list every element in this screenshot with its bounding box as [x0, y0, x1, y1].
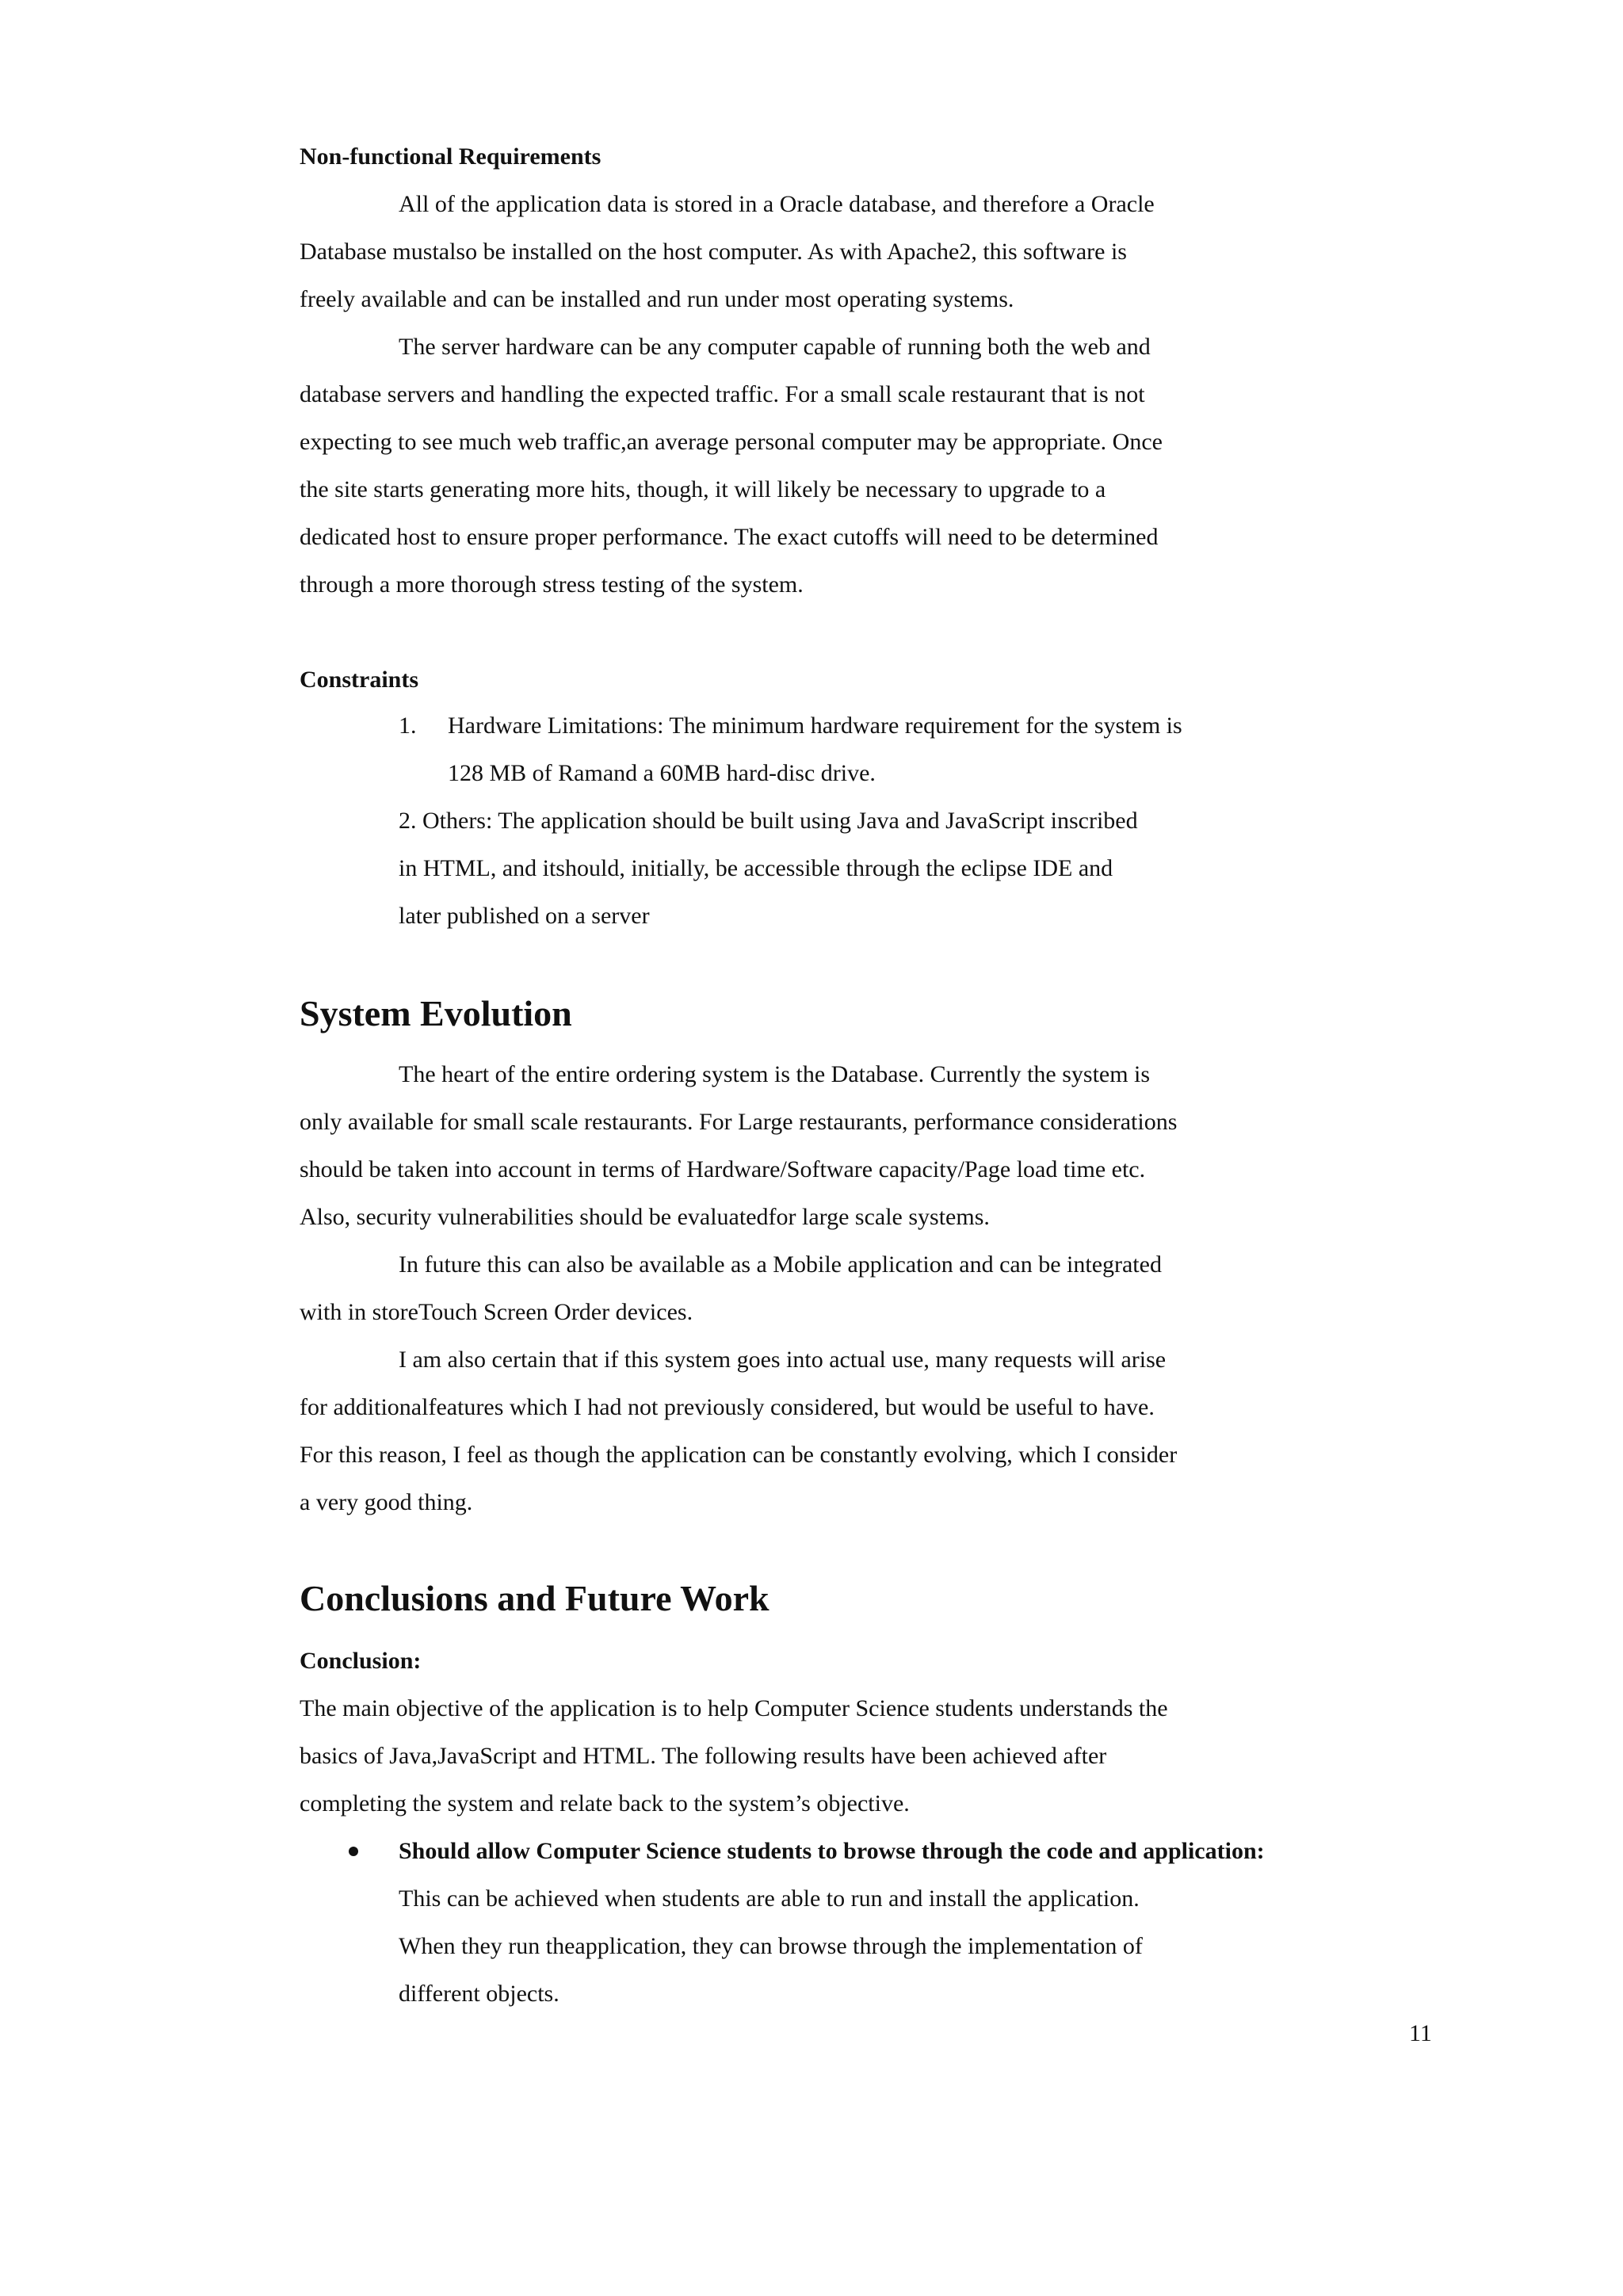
paragraph-line: All of the application data is stored in a Oracle database, and therefore a Oracle: [399, 191, 1155, 217]
paragraph-line: The server hardware can be any computer capable of running both the web and: [399, 334, 1151, 360]
list-item-line: in HTML, and itshould, initially, be accessible through the eclipse IDE and: [399, 855, 1113, 881]
bullet-line: When they run theapplication, they can browse through the implementation of: [399, 1933, 1143, 1959]
paragraph-line: completing the system and relate back to the system’s objective.: [300, 1790, 910, 1817]
section-title-conclusions: Conclusions and Future Work: [300, 1578, 769, 1618]
paragraph-line: through a more thorough stress testing of the system.: [300, 571, 804, 598]
paragraph-line: database servers and handling the expected traffic. For a small scale restaurant that is not: [300, 381, 1145, 407]
section-heading-nonfunctional: Non-functional Requirements: [300, 143, 601, 170]
bullet-line: This can be achieved when students are able to run and install the application.: [399, 1885, 1140, 1912]
paragraph-line: In future this can also be available as a Mobile application and can be integrated: [399, 1251, 1162, 1278]
paragraph-line: Also, security vulnerabilities should be evaluatedfor large scale systems.: [300, 1204, 990, 1230]
list-item-number: 1.: [399, 712, 417, 739]
bullet-title: Should allow Computer Science students to browse through the code and application:: [399, 1838, 1265, 1864]
paragraph-line: The heart of the entire ordering system is the Database. Currently the system is: [399, 1061, 1151, 1087]
paragraph-line: The main objective of the application is to help Computer Science students understands the: [300, 1695, 1168, 1721]
list-item-line: Hardware Limitations: The minimum hardware requirement for the system is: [448, 712, 1182, 739]
paragraph-line: For this reason, I feel as though the application can be constantly evolving, which I consider: [300, 1442, 1178, 1468]
page-number: 11: [1409, 2020, 1432, 2046]
bullet-icon: [349, 1847, 358, 1856]
paragraph-line: the site starts generating more hits, though, it will likely be necessary to upgrade to a: [300, 476, 1106, 502]
bullet-line: different objects.: [399, 1981, 559, 2007]
paragraph-line: I am also certain that if this system goes into actual use, many requests will arise: [399, 1347, 1167, 1373]
list-item-line: 128 MB of Ramand a 60MB hard-disc drive.: [448, 760, 876, 786]
section-title-system-evolution: System Evolution: [300, 993, 572, 1033]
section-heading-constraints: Constraints: [300, 667, 419, 693]
paragraph-line: basics of Java,JavaScript and HTML. The following results have been achieved after: [300, 1743, 1107, 1769]
paragraph-line: a very good thing.: [300, 1489, 473, 1515]
paragraph-line: freely available and can be installed and run under most operating systems.: [300, 286, 1014, 312]
list-item-line: 2. Others: The application should be built using Java and JavaScript inscribed: [399, 808, 1138, 834]
paragraph-line: dedicated host to ensure proper performance. The exact cutoffs will need to be determined: [300, 524, 1159, 550]
paragraph-line: for additionalfeatures which I had not previously considered, but would be useful to have.: [300, 1394, 1155, 1420]
paragraph-line: only available for small scale restaurants. For Large restaurants, performance considerations: [300, 1109, 1178, 1135]
paragraph-line: expecting to see much web traffic,an average personal computer may be appropriate. Once: [300, 429, 1163, 455]
subsection-heading-conclusion: Conclusion:: [300, 1648, 422, 1674]
paragraph-line: should be taken into account in terms of Hardware/Software capacity/Page load time etc.: [300, 1156, 1146, 1182]
paragraph-line: with in storeTouch Screen Order devices.: [300, 1299, 693, 1325]
list-item-line: later published on a server: [399, 903, 650, 929]
paragraph-line: Database mustalso be installed on the host computer. As with Apache2, this software is: [300, 239, 1127, 265]
